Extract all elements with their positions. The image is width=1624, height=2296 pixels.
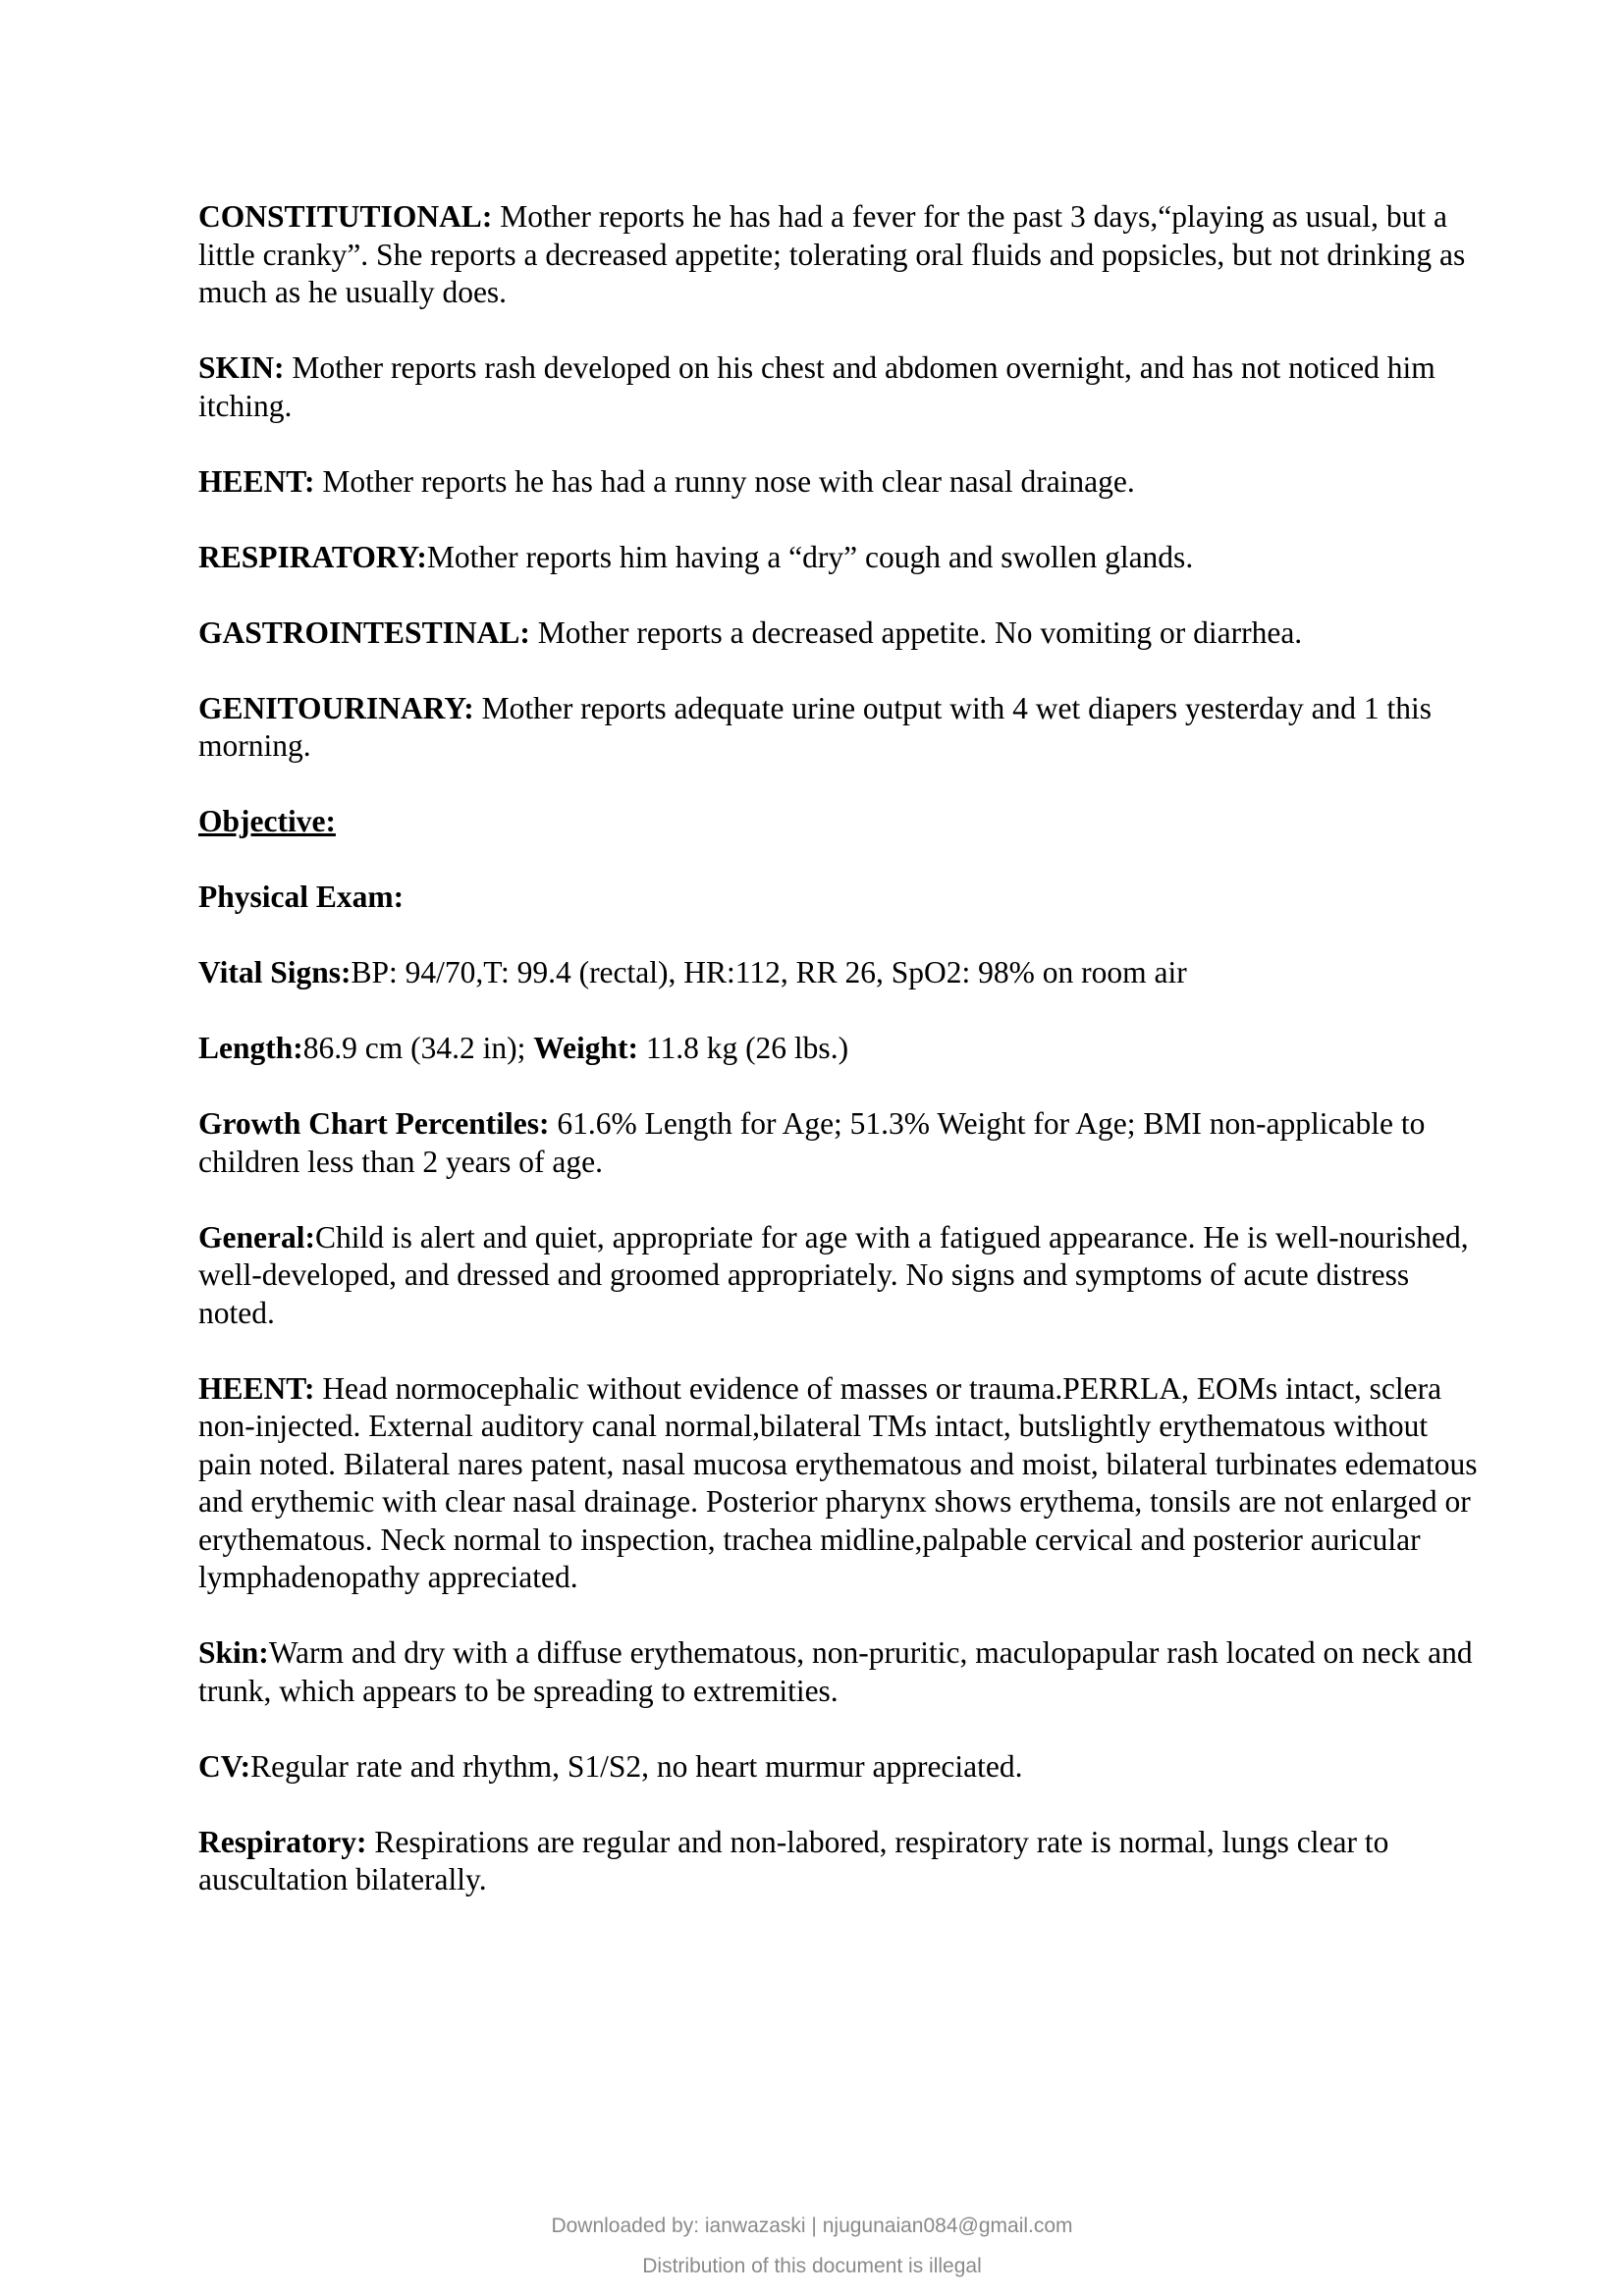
objective-heading: Objective: bbox=[198, 804, 336, 838]
physical-exam-heading: Physical Exam: bbox=[198, 880, 405, 914]
section-label: GASTROINTESTINAL: bbox=[198, 614, 530, 650]
document-body bbox=[198, 198, 1485, 1937]
section-text: Respirations are regular and non-labored, respiratory rate is normal, lungs clear to auscultation bilaterally. bbox=[198, 1824, 1389, 1896]
section-text: 61.6% Length for Age; 51.3% Weight for Age; BMI non-applicable to children less than 2 years of age. bbox=[198, 1106, 1426, 1179]
section-label: General: bbox=[198, 1219, 315, 1255]
section-label: HEENT: bbox=[198, 1370, 315, 1406]
general-exam-paragraph bbox=[198, 1219, 1485, 1333]
section-label: CV: bbox=[198, 1748, 251, 1784]
section-text: Mother reports he has had a runny nose with clear nasal drainage. bbox=[314, 463, 1135, 499]
section-label: SKIN: bbox=[198, 350, 285, 385]
growth-chart-paragraph bbox=[198, 1105, 1485, 1181]
section-text: Mother reports adequate urine output with 4 wet diapers yesterday and 1 this morning. bbox=[198, 690, 1433, 763]
section-label: RESPIRATORY: bbox=[198, 539, 427, 574]
section-text: Mother reports rash developed on his chest and abdomen overnight, and has not noticed him itching. bbox=[198, 350, 1435, 423]
heent-exam-paragraph bbox=[198, 1370, 1485, 1597]
respiratory-history-paragraph bbox=[198, 539, 1485, 577]
section-label: CONSTITUTIONAL: bbox=[198, 199, 493, 234]
section-text: Mother reports him having a “dry” cough and swollen glands. bbox=[426, 539, 1194, 574]
section-label: Respiratory: bbox=[198, 1824, 367, 1859]
skin-exam-paragraph bbox=[198, 1634, 1485, 1710]
section-label: Skin: bbox=[198, 1635, 269, 1670]
vital-signs-paragraph bbox=[198, 954, 1485, 992]
length-value: 86.9 cm (34.2 in); bbox=[302, 1031, 534, 1065]
heent-history-paragraph bbox=[198, 463, 1485, 502]
section-label: HEENT: bbox=[198, 463, 315, 499]
section-text: Mother reports he has had a fever for the past 3 days,“playing as usual, but a little cranky”. She reports a decreased appetite; tolerating oral fluids and popsicles, but not drinking as much as he usually does. bbox=[198, 199, 1466, 309]
section-label: GENITOURINARY: bbox=[198, 690, 474, 725]
respiratory-exam-paragraph bbox=[198, 1824, 1485, 1899]
section-label: Growth Chart Percentiles: bbox=[198, 1106, 550, 1141]
gastrointestinal-paragraph bbox=[198, 614, 1485, 653]
weight-value: 11.8 kg (26 lbs.) bbox=[637, 1031, 849, 1065]
download-notice: Downloaded by: ianwazaski | njugunaian084@gmail.com bbox=[551, 2215, 1073, 2237]
length-label: Length: bbox=[198, 1031, 303, 1065]
genitourinary-paragraph bbox=[198, 690, 1485, 766]
cv-exam-paragraph bbox=[198, 1748, 1485, 1787]
section-text: BP: 94/70,T: 99.4 (rectal), HR:112, RR 26, SpO2: 98% on room air bbox=[351, 955, 1187, 989]
section-text: Mother reports a decreased appetite. No vomiting or diarrhea. bbox=[529, 614, 1303, 650]
constitutional-paragraph bbox=[198, 198, 1485, 312]
section-text: Warm and dry with a diffuse erythematous, non-pruritic, maculopapular rash located on neck and trunk, which appears to be spreading to extremities. bbox=[198, 1635, 1473, 1708]
measurements-paragraph bbox=[198, 1030, 1485, 1068]
section-text: Child is alert and quiet, appropriate for age with a fatigued appearance. He is well-nourished, well-developed, and dressed and groomed appropriately. No signs and symptoms of acute distress noted. bbox=[198, 1219, 1469, 1330]
section-label: Vital Signs: bbox=[198, 955, 352, 989]
section-text: Regular rate and rhythm, S1/S2, no heart murmur appreciated. bbox=[250, 1748, 1023, 1784]
skin-history-paragraph bbox=[198, 349, 1485, 425]
weight-label: Weight: bbox=[533, 1031, 638, 1065]
distribution-notice: Distribution of this document is illegal bbox=[642, 2255, 982, 2277]
section-text: Head normocephalic without evidence of masses or trauma.PERRLA, EOMs intact, sclera non-injected. External auditory canal normal,bilateral TMs intact, butslightly erythematous without pain noted. Bilateral nares patent, nasal mucosa erythematous and moist, bilateral turbinates edematous and erythemic with clear nasal drainage. Posterior pharynx shows erythema, tonsils are not enlarged or erythematous. Neck normal to inspection, trachea midline,palpable cervical and posterior auricular lymphadenopathy appreciated. bbox=[198, 1370, 1478, 1594]
